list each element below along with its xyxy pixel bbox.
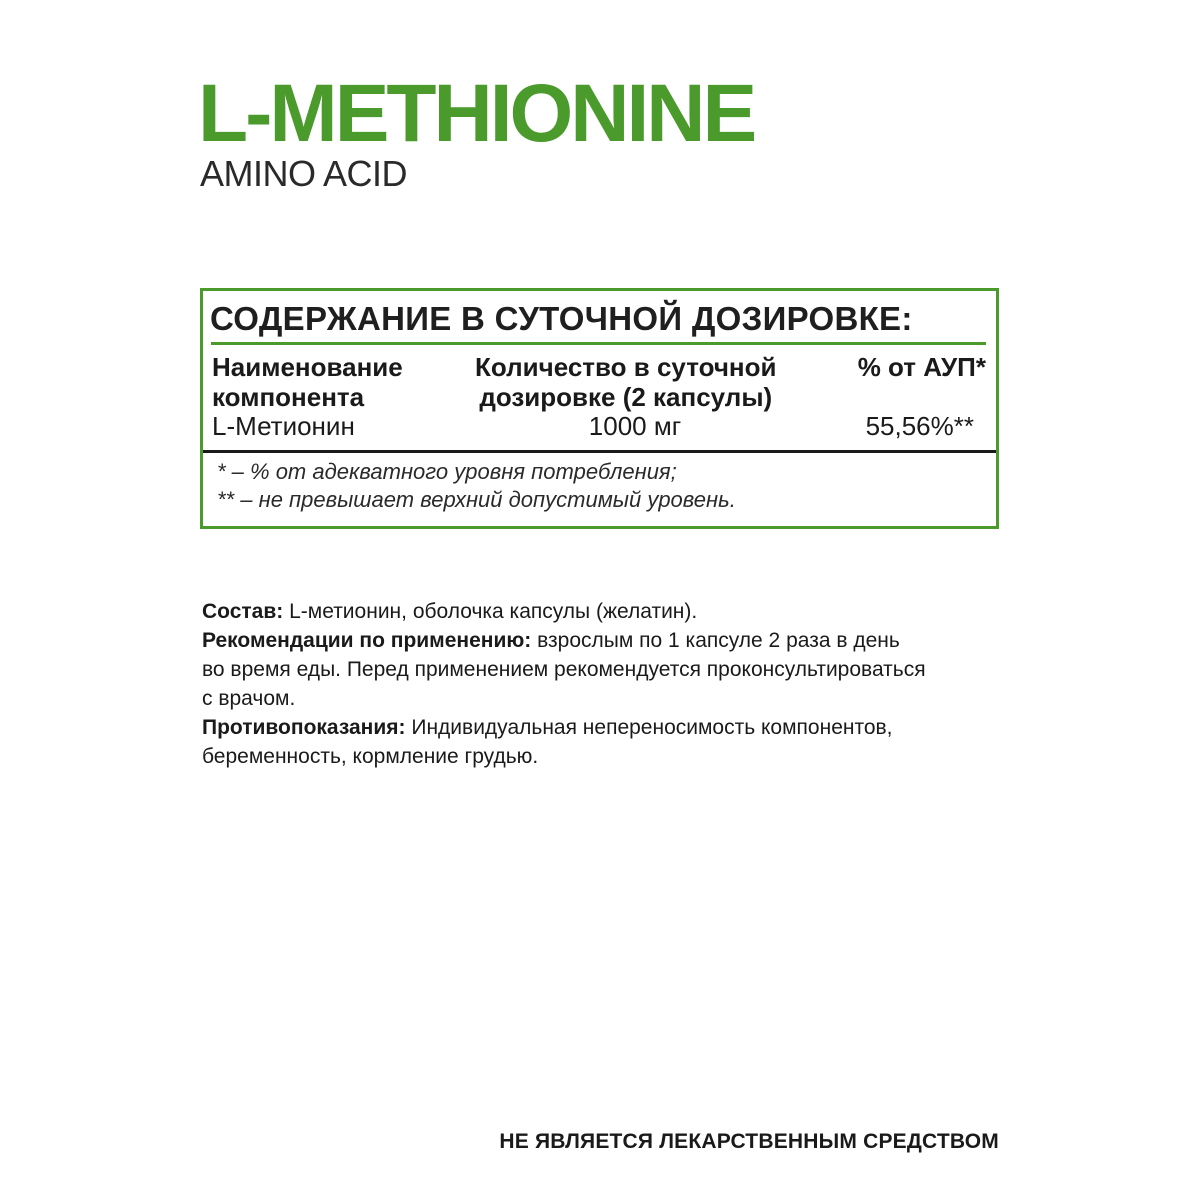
contraindications-text-2: беременность, кормление грудью. [202, 745, 539, 768]
contraindications-paragraph [202, 713, 1002, 742]
usage-text-3: с врачом. [202, 687, 296, 710]
usage-text-2: во время еды. Перед применением рекомендуется проконсультироваться [202, 658, 926, 681]
product-title: L-METHIONINE [198, 68, 755, 159]
table-row-name: L-Метионин [212, 411, 355, 441]
nutrition-heading: СОДЕРЖАНИЕ В СУТОЧНОЙ ДОЗИРОВКЕ: [210, 300, 913, 337]
usage-text-1: взрослым по 1 капсуле 2 раза в день [531, 629, 900, 652]
heading-divider [211, 342, 986, 345]
column-header-percent: % от АУП* [857, 352, 986, 382]
nutrition-facts-box [200, 288, 999, 529]
composition-text: L-метионин, оболочка капсулы (желатин). [283, 600, 698, 623]
column-header-quantity [475, 352, 777, 412]
column-header-name-line2: компонента [212, 382, 365, 412]
column-header-quantity-line1: Количество в суточной [475, 352, 777, 382]
footnote-2: ** – не превышает верхний допустимый уровень. [217, 487, 736, 512]
contraindications-label: Противопоказания: [202, 716, 406, 739]
column-header-quantity-line2: дозировке (2 капсулы) [479, 382, 773, 412]
composition-paragraph [202, 597, 1002, 626]
composition-label: Состав: [202, 600, 284, 623]
column-header-name [212, 352, 403, 412]
product-info [202, 597, 1002, 771]
table-bottom-divider [203, 450, 996, 453]
footnote-1: * – % от адекватного уровня потребления; [217, 459, 677, 484]
not-a-medicine-disclaimer: НЕ ЯВЛЯЕТСЯ ЛЕКАРСТВЕННЫМ СРЕДСТВОМ [499, 1130, 999, 1153]
product-subtitle: AMINO ACID [200, 153, 408, 194]
usage-label: Рекомендации по применению: [202, 629, 532, 652]
contraindications-text-1: Индивидуальная непереносимость компонентов, [405, 716, 893, 739]
table-row-quantity: 1000 мг [588, 411, 682, 441]
usage-paragraph [202, 626, 1002, 655]
table-row-percent: 55,56%** [865, 411, 974, 441]
column-header-name-line1: Наименование [212, 352, 403, 382]
